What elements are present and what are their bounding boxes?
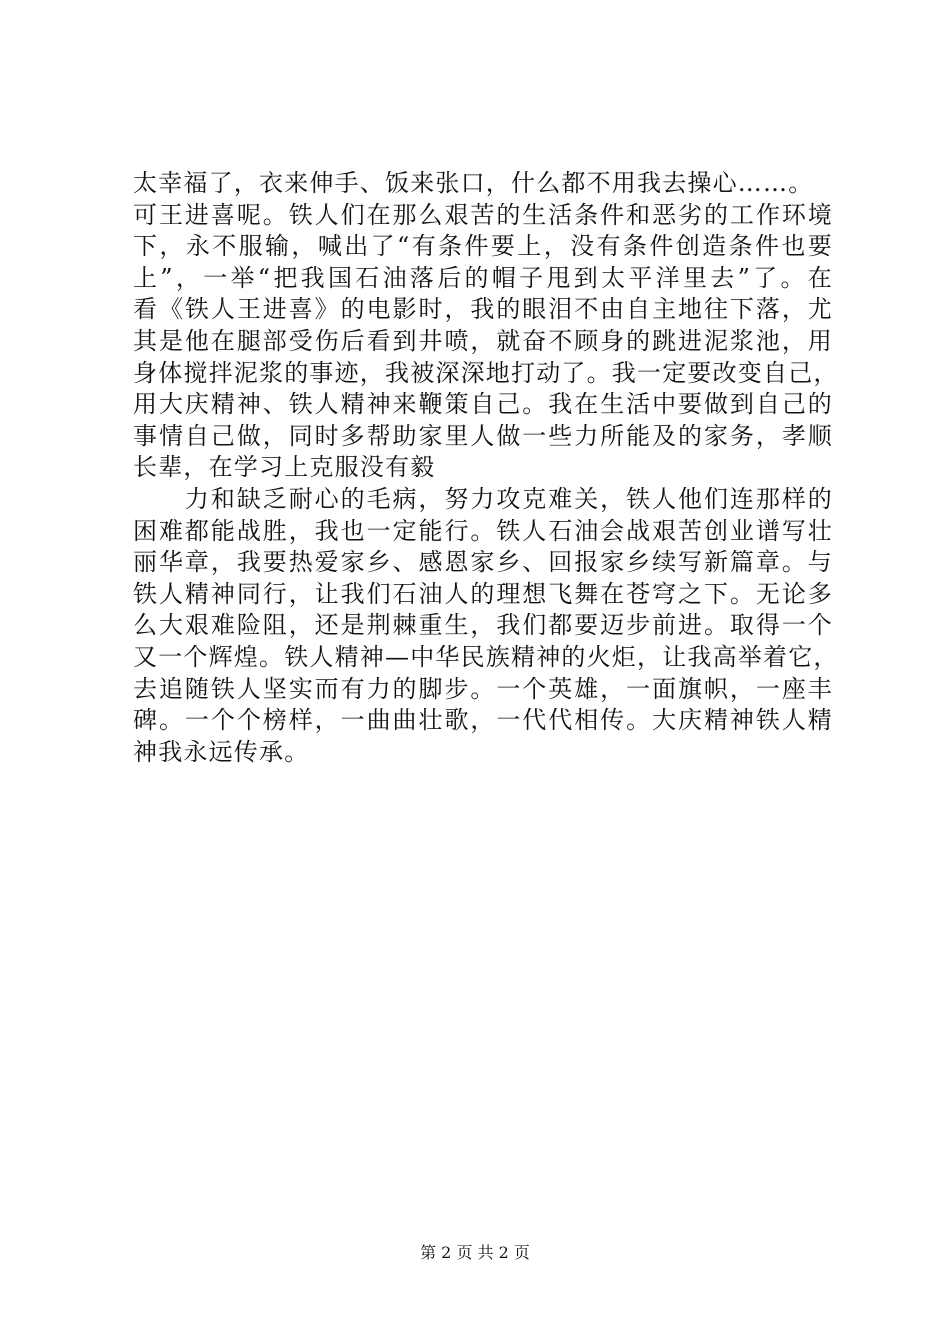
text-line: 太幸福了，衣来伸手、饭来张口，什么都不用我去操心……。 — [133, 169, 814, 197]
text-line: 困难都能战胜，我也一定能行。铁人石油会战艰苦创业谱写壮 — [133, 516, 833, 545]
text-line: 用大庆精神、铁人精神来鞭策自己。我在生活中要做到自己的 — [133, 390, 833, 419]
text-line: 神我永远传承。 — [133, 737, 310, 766]
text-line: 去追随铁人坚实而有力的脚步。一个英雄，一面旗帜，一座丰 — [133, 674, 833, 703]
text-line: 力和缺乏耐心的毛病，努力攻克难关，铁人他们连那样的 — [133, 484, 833, 513]
text-line: 身体搅拌泥浆的事迹，我被深深地打动了。我一定要改变自己， — [133, 358, 839, 387]
text-line: 事情自己做，同时多帮助家里人做一些力所能及的家务，孝顺 — [133, 421, 833, 450]
text-line: 其是他在腿部受伤后看到井喷，就奋不顾身的跳进泥浆池，用 — [133, 326, 833, 355]
page-footer: 第 2 页 共 2 页 — [420, 1243, 530, 1262]
text-line: 看《铁人王进喜》的电影时，我的眼泪不由自主地往下落，尤 — [133, 295, 833, 324]
text-line: 长辈，在学习上克服没有毅 — [133, 453, 436, 482]
text-line: 下，永不服输，喊出了“有条件要上，没有条件创造条件也要 — [133, 232, 833, 261]
text-line: 可王进喜呢。铁人们在那么艰苦的生活条件和恶劣的工作环境 — [133, 200, 833, 229]
text-line: 丽华章，我要热爱家乡、感恩家乡、回报家乡续写新篇章。与 — [133, 548, 833, 577]
text-line: 又一个辉煌。铁人精神—中华民族精神的火炬，让我高举着它， — [133, 642, 839, 671]
text-line: 铁人精神同行，让我们石油人的理想飞舞在苍穹之下。无论多 — [133, 579, 833, 608]
body-text — [133, 168, 839, 768]
text-line: 么大艰难险阻，还是荆棘重生，我们都要迈步前进。取得一个 — [133, 611, 833, 640]
text-line: 上”，一举“把我国石油落后的帽子甩到太平洋里去”了。在 — [133, 263, 833, 292]
text-line: 碑。一个个榜样，一曲曲壮歌，一代代相传。大庆精神铁人精 — [133, 706, 833, 735]
